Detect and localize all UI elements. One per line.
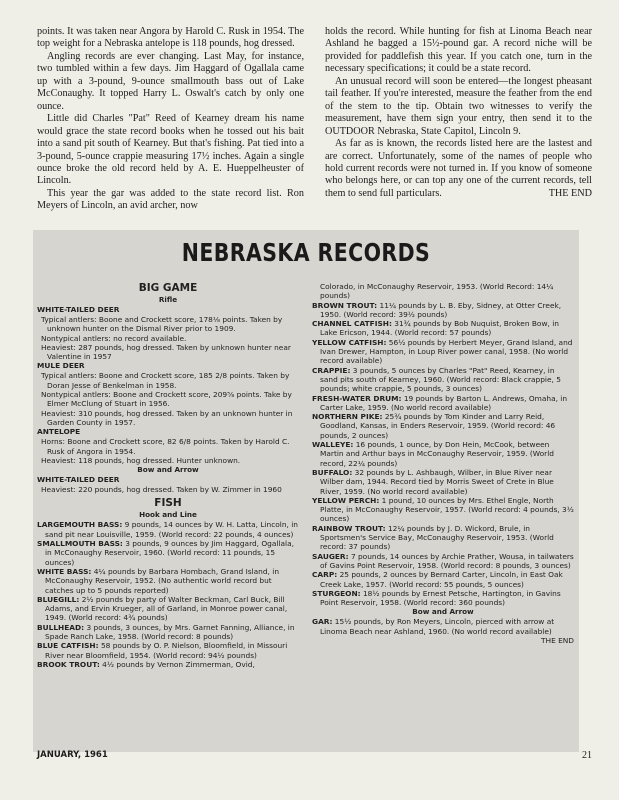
- record-line: Typical antlers: Boone and Crockett score, 178⅛ points. Taken by unknown hunter on the Dismal River prior to 1909.: [41, 315, 283, 334]
- fish-name: BROWN TROUT:: [312, 300, 378, 310]
- fish-name: WALLEYE:: [312, 440, 354, 450]
- fish-detail: 19 pounds by Barton L. Andrews, Omaha, in Carter Lake, 1959. (No world record available): [320, 393, 568, 412]
- fish-detail: 32 pounds by L. Ashbaugh, Wilber, in Blue River near Wilber dam, 1944. Record tied by Morris Sweet of Crete in Blue River, 1959. (No world record available): [320, 467, 554, 496]
- fish-record-continued: Colorado, in McConaughy Reservoir, 1953. (World Record: 14¼ pounds): [320, 282, 554, 301]
- big-game-heading: BIG GAME: [138, 282, 198, 294]
- fish-detail: 56½ pounds by Herbert Meyer, Grand Island, and Ivan Drewer, Hampton, in Loup River power canal, 1958. (No world record available): [320, 337, 573, 366]
- record-line: Heaviest: 287 pounds, hog dressed. Taken by unknown hunter near Valentine in 1957: [41, 342, 291, 362]
- fish-name: CARP:: [312, 570, 338, 580]
- fish-record: [312, 589, 574, 608]
- records-right-column: [312, 282, 574, 669]
- fish-detail: 4½ pounds by Vernon Zimmerman, Ovid,: [102, 659, 255, 669]
- fish-name: RAINBOW TROUT:: [312, 523, 386, 533]
- article-paragraph: Angling records are ever changing. Last May, for instance, two tumbled within a few days. Jim Haggard of Ogallala came up with a 3-pound, 9-ounce smallmouth bass out of Lake McConaughy. It topped Harry L. Oswalt's catch by only one ounce.: [37, 50, 304, 112]
- fish-record: [37, 567, 299, 595]
- record-line: Heaviest: 310 pounds, hog dressed. Taken by an unknown hunter in Garden County in 1957.: [41, 408, 293, 427]
- bow-subheading: Bow and Arrow: [412, 607, 474, 617]
- fish-record: [312, 552, 574, 571]
- fish-name: BUFFALO:: [312, 467, 353, 477]
- fish-record: [312, 524, 574, 552]
- fish-name: SMALLMOUTH BASS:: [37, 539, 123, 549]
- record-line: Horns: Boone and Crockett score, 82 6/8 points. Taken by Harold C. Rusk of Angora in 1954.: [41, 437, 290, 456]
- fish-name: LARGEMOUTH BASS:: [37, 520, 123, 530]
- fish-detail: 18½ pounds by Ernest Petsche, Hartington, in Gavins Point Reservoir, 1958. (World record: 360 pounds): [320, 588, 561, 608]
- record-line: Heaviest: 220 pounds, hog dressed. Taken by W. Zimmer in 1960: [41, 485, 282, 495]
- article-right-column: [325, 26, 592, 213]
- fish-heading: FISH: [154, 497, 182, 510]
- fish-detail: 15½ pounds, by Ron Meyers, Lincoln, pierced with arrow at Linoma Beach near Ashland, 1960. (No world record available): [320, 617, 555, 636]
- fish-record: [312, 440, 574, 468]
- record-line: Nontypical antlers: Boone and Crockett score, 209⅝ points. Take by Elmer McClung of Stuart in 1956.: [41, 390, 292, 409]
- article-paragraph: Little did Charles "Pat" Reed of Kearney dream his name would grace the state record books when he tossed out his bait into a sand pit south of Kearney. But that's fishing. Pat tied into a 3-pound, 5-ounce crappie measuring 17½ inches. Again a single ounce broke the old record held by A. E. Hueppelheuster of Lincoln.: [37, 113, 304, 187]
- fish-detail: 7 pounds, 14 ounces by Archie Prather, Wousa, in tailwaters of Gavins Point Reservoir, 1958. (World record: 8 pounds, 3 ounces): [320, 551, 574, 570]
- record-category: ANTELOPE: [37, 427, 81, 437]
- fish-record: [312, 338, 574, 366]
- fish-name: CHANNEL CATFISH:: [312, 319, 392, 329]
- fish-record: [312, 496, 574, 524]
- article-end-mark: THE END: [548, 187, 592, 199]
- fish-detail: 11¼ pounds by L. B. Eby, Sidney, at Otter Creek, 1950. (World record: 39½ pounds): [320, 300, 562, 319]
- fish-name: GAR:: [312, 617, 333, 627]
- fish-detail: 3 pounds, 3 ounces, by Mrs. Garnet Fanning, Alliance, in Spade Ranch Lake, 1958. (World record: 8 pounds): [45, 622, 295, 642]
- fish-detail: 25 pounds, 2 ounces by Bernard Carter, Lincoln, in East Oak Creek Lake, 1957. (World record: 55 pounds, 5 ounces): [320, 570, 563, 589]
- fish-record: [37, 539, 299, 567]
- fish-name: YELLOW CATFISH:: [312, 337, 387, 347]
- fish-detail: 3 pounds, 5 ounces by Charles "Pat" Reed, Kearney, in sand pits south of Kearney, 1960. (World record: Black crappie, 5 pounds; white crappie, 5 pounds, 3 ounces): [320, 365, 561, 394]
- article-paragraph: This year the gar was added to the state record list. Ron Meyers of Lincoln, an avid archer, now: [37, 187, 304, 212]
- article-paragraph: points. It was taken near Angora by Harold C. Rusk in 1954. The top weight for a Nebraska antelope is 118 pounds, hog dressed.: [37, 26, 304, 50]
- fish-name: SAUGER:: [312, 551, 349, 561]
- fish-record: [37, 660, 299, 669]
- fish-record: [312, 412, 574, 440]
- fish-detail: 9 pounds, 14 ounces by W. H. Latta, Lincoln, in sand pit near Louisville, 1959. (World record: 22 pounds, 4 ounces): [45, 520, 298, 539]
- fish-name: FRESH-WATER DRUM:: [312, 393, 402, 403]
- fish-name: BULLHEAD:: [37, 622, 85, 632]
- article-closing-text: As far as is known, the records listed here are the lastest and are correct. Unfortunately, some of the names of people who hold current records were not turned in. If you know of someone who belongs here, or can top any one of the current records, tell them to send full particulars.: [325, 138, 592, 199]
- fish-name: BLUE CATFISH:: [37, 641, 99, 651]
- fish-name: BLUEGILL:: [37, 594, 80, 604]
- fish-name: WHITE BASS:: [37, 566, 92, 576]
- fish-record: [312, 617, 574, 645]
- fish-record: [312, 468, 574, 496]
- article-left-column: [37, 26, 304, 213]
- record-category: MULE DEER: [37, 361, 85, 371]
- article-text: [37, 26, 592, 213]
- fish-detail: 2½ pounds by party of Walter Beckman, Carl Buck, Bill Adams, and Ervin Krueger, all of Garland, in Monroe power canal, 1949. (World record: 4¾ pounds): [45, 594, 288, 623]
- fish-name: NORTHERN PIKE:: [312, 412, 383, 422]
- fish-record: [312, 301, 574, 320]
- fish-detail: 58 pounds by O. P. Nielson, Bloomfield, in Missouri River near Bloomfield, 1954. (World record: 94½ pounds): [45, 641, 288, 660]
- fish-record: [37, 641, 299, 660]
- fish-name: YELLOW PERCH:: [312, 495, 380, 505]
- fish-name: STURGEON:: [312, 588, 361, 598]
- hook-subheading: Hook and Line: [139, 510, 197, 520]
- fish-record: [312, 319, 574, 338]
- fish-name: CRAPPIE:: [312, 365, 351, 375]
- record-line: Heaviest: 118 pounds, hog dressed. Hunter unknown.: [41, 455, 241, 465]
- fish-detail: 4¼ pounds by Barbara Hombach, Grand Island, in McConaughy Reservoir, 1952. (No authentic world record but catches up to 5 pounds reported): [45, 566, 279, 595]
- fish-detail: 12¼ pounds by J. D. Wickord, Brule, in Sportsmen's Service Bay, McConaughy Reservoir, 1953. (World record: 37 pounds): [320, 523, 554, 552]
- fish-detail: 1 pound, 10 ounces by Mrs. Ethel Engle, North Platte, in McConaughy Reservoir, 1957. (World record: 4 pounds, 3½ ounces): [320, 495, 574, 524]
- records-box: [33, 230, 579, 752]
- article-paragraph: An unusual record will soon be entered—the longest pheasant tail feather. If you're interested, measure the feather from the end of the stem to the tip. Obtain two witnesses to verify the measurement, have them sign your entry, then send it to the OUTDOOR Nebraska, State Capitol, Lincoln 9.: [325, 75, 592, 137]
- record-category: WHITE-TAILED DEER: [37, 305, 120, 314]
- page-number: 21: [582, 750, 592, 761]
- rifle-subheading: Rifle: [158, 295, 178, 304]
- fish-detail: 3 pounds, 9 ounces by Jim Haggard, Ogallala, in McConaughy Reservoir, 1960. (World record: 11 pounds, 15 ounces): [45, 539, 294, 567]
- fish-record: [37, 623, 299, 642]
- fish-record: [312, 366, 574, 394]
- records-title: NEBRASKA RECORDS: [181, 238, 431, 267]
- fish-detail: 31¾ pounds by Bob Nuquist, Broken Bow, in Lake Ericson, 1944. (World record: 57 pounds): [320, 319, 559, 338]
- bow-subheading: Bow and Arrow: [137, 465, 199, 475]
- article-paragraph: [325, 138, 592, 200]
- page-footer: [37, 750, 592, 761]
- fish-record: [312, 570, 574, 589]
- fish-detail: 16 pounds, 1 ounce, by Don Hein, McCook, between Martin and Arthur bays in McConaughy Reservoir, 1959. (World record, 22¼ pounds): [320, 440, 554, 468]
- fish-name: BROOK TROUT:: [37, 659, 100, 669]
- article-paragraph: holds the record. While hunting for fish at Linoma Beach near Ashland he bagged a 15½-pound gar. A record niche will be provided for paddlefish this year. If you catch one, turn in the necessary specifications; it could be a state record.: [325, 26, 592, 75]
- record-line: Typical antlers: Boone and Crockett score, 185 2/8 points. Taken by Doran Jesse of Benkelman in 1958.: [41, 371, 290, 390]
- issue-date: JANUARY, 1961: [37, 750, 108, 760]
- record-line: Nontypical antlers: no record available.: [41, 333, 187, 343]
- fish-record: [312, 394, 574, 413]
- fish-record: [37, 595, 299, 623]
- records-end-mark: THE END: [541, 635, 574, 645]
- fish-record: [37, 520, 299, 539]
- record-category: WHITE-TAILED DEER: [37, 475, 120, 485]
- fish-detail: 25¾ pounds by Tom Kinder and Larry Reid, Goodland, Kansas, in Enders Reservoir, 1959. (World record: 46 pounds, 2 ounces): [320, 412, 556, 440]
- records-left-column: [37, 282, 299, 669]
